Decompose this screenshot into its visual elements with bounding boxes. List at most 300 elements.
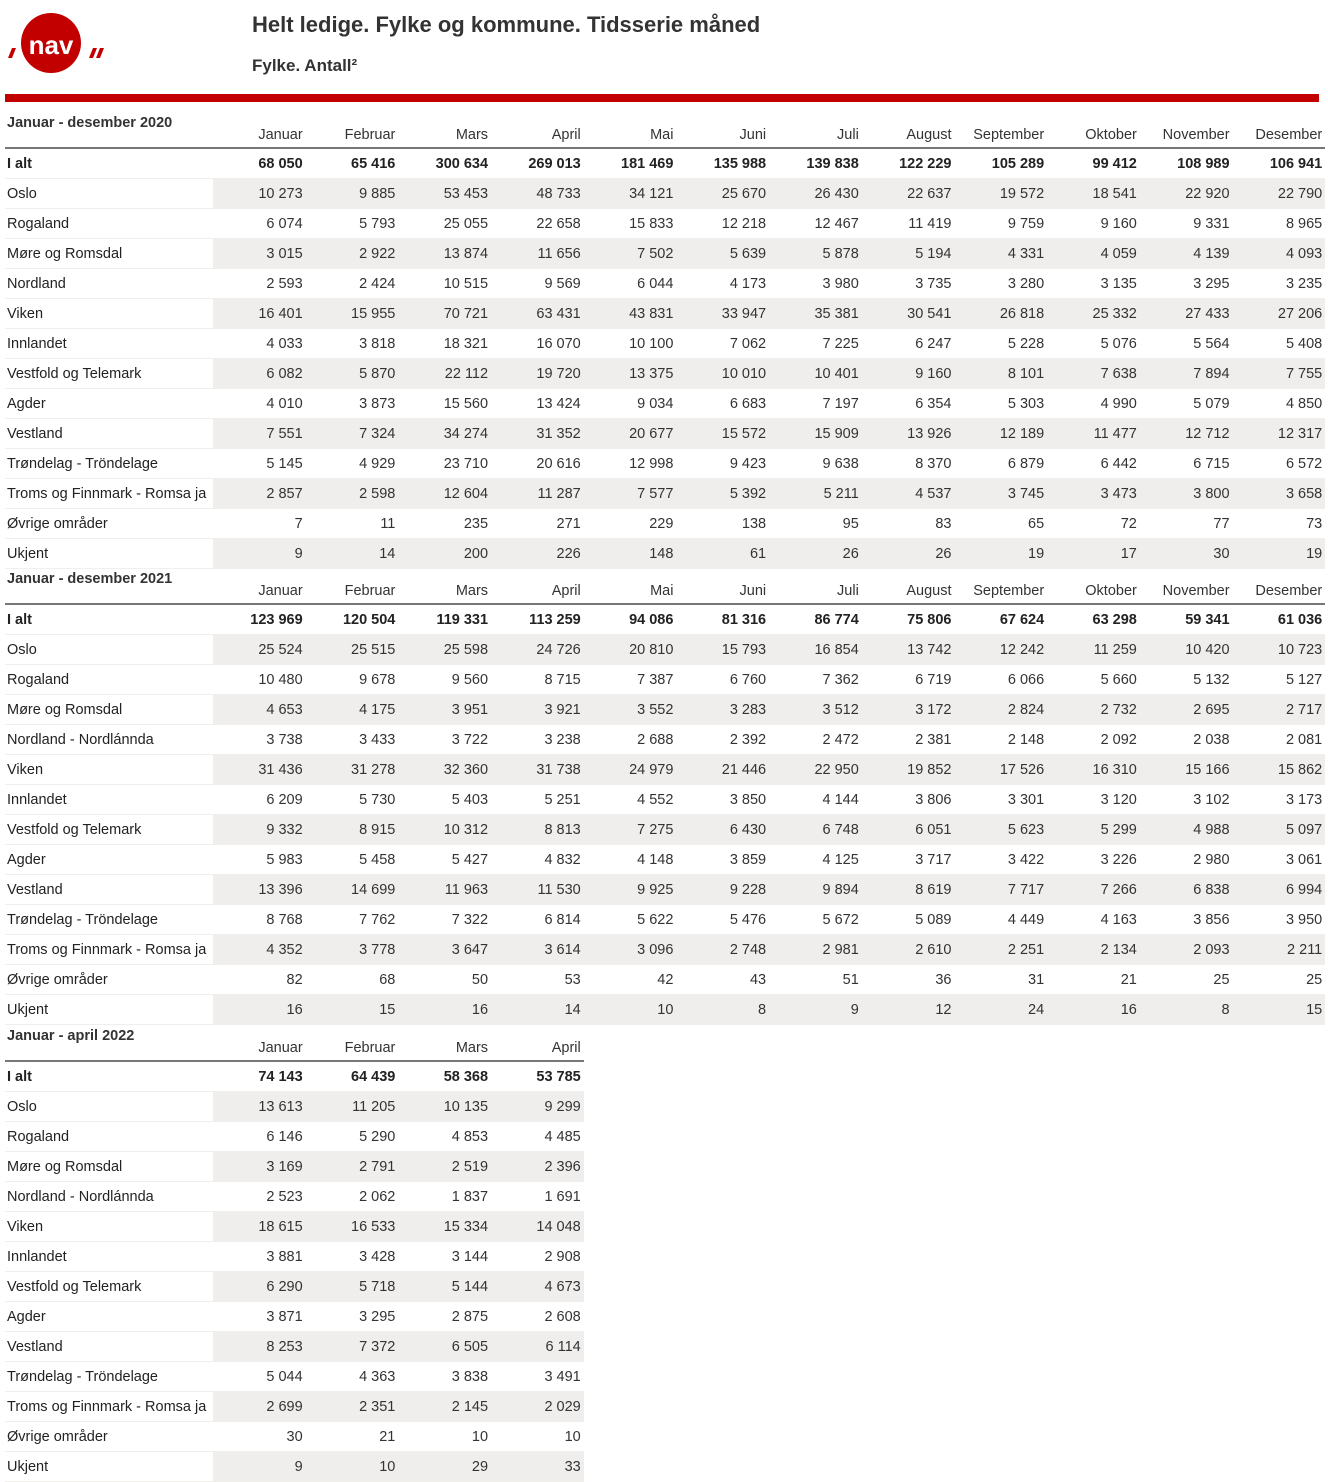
- value-cell: 31 278: [351, 761, 396, 778]
- value-cell: 68 050: [258, 155, 303, 172]
- value-cell: 5 097: [1285, 821, 1323, 838]
- value-cell: 5 290: [359, 1128, 396, 1145]
- value-cell: 9 569: [544, 275, 581, 292]
- value-cell: 7 762: [359, 911, 396, 928]
- value-cell: 2 523: [266, 1188, 303, 1205]
- row-label: Innlandet: [7, 335, 67, 352]
- table-row: [5, 449, 1325, 479]
- table-row: [5, 965, 1325, 995]
- table-row: [5, 479, 1325, 509]
- value-cell: 6 247: [915, 335, 952, 352]
- row-label: Viken: [7, 761, 44, 778]
- value-cell: 1 691: [544, 1188, 581, 1205]
- column-header: Januar: [258, 127, 303, 143]
- value-cell: 31 352: [536, 425, 581, 442]
- row-label: Ukjent: [7, 1458, 49, 1475]
- value-cell: 300 634: [435, 155, 489, 172]
- column-header: August: [906, 583, 952, 599]
- value-cell: 4 990: [1100, 395, 1137, 412]
- value-cell: 59 341: [1185, 611, 1230, 628]
- table-row: [5, 359, 1325, 389]
- value-cell: 113 259: [529, 611, 581, 628]
- value-cell: 68: [379, 971, 396, 988]
- value-cell: 2 980: [1193, 851, 1230, 868]
- value-cell: 6 430: [729, 821, 767, 838]
- table-row: [5, 419, 1325, 449]
- value-cell: 5 476: [729, 911, 767, 928]
- value-cell: 139 838: [806, 155, 859, 172]
- section-title: Januar - desember 2021: [7, 571, 173, 587]
- value-cell: 119 331: [436, 611, 489, 628]
- value-cell: 63 431: [536, 305, 581, 322]
- value-cell: 33 947: [721, 305, 767, 322]
- value-cell: 2 699: [266, 1398, 303, 1415]
- value-cell: 3 102: [1193, 791, 1230, 808]
- value-cell: 4 363: [359, 1368, 396, 1385]
- value-cell: 2 134: [1100, 941, 1137, 958]
- value-cell: 6 114: [545, 1338, 581, 1355]
- value-cell: 2 922: [359, 245, 396, 262]
- value-cell: 5 639: [729, 245, 767, 262]
- table-row: [5, 1332, 584, 1362]
- value-cell: 4 449: [1007, 911, 1045, 928]
- table-row: [5, 1152, 584, 1182]
- value-cell: 7 577: [637, 485, 674, 502]
- value-cell: 3 745: [1007, 485, 1045, 502]
- value-cell: 31 436: [258, 761, 303, 778]
- value-cell: 24: [1028, 1001, 1045, 1018]
- value-cell: 15 166: [1185, 761, 1230, 778]
- table-row: [5, 389, 1325, 419]
- column-header: Juni: [739, 583, 767, 599]
- value-cell: 58 368: [443, 1068, 489, 1085]
- column-header: Mars: [455, 583, 489, 599]
- value-cell: 43 831: [629, 305, 674, 322]
- row-label: Agder: [7, 395, 46, 412]
- value-cell: 2 598: [359, 485, 396, 502]
- value-cell: 16 401: [258, 305, 303, 322]
- value-cell: 24 726: [536, 641, 581, 658]
- value-cell: 2 875: [451, 1308, 489, 1325]
- value-cell: 7 502: [637, 245, 674, 262]
- table-row: [5, 329, 1325, 359]
- value-cell: 15 334: [443, 1218, 489, 1235]
- value-cell: 15 862: [1277, 761, 1323, 778]
- value-cell: 7 755: [1285, 365, 1323, 382]
- table-section: [5, 113, 1325, 569]
- value-cell: 3 614: [544, 941, 581, 958]
- column-header: Oktober: [1085, 127, 1137, 143]
- value-cell: 2 081: [1285, 731, 1323, 748]
- value-cell: 2 381: [915, 731, 952, 748]
- column-header: Juni: [739, 127, 767, 143]
- value-cell: 6 719: [915, 671, 952, 688]
- value-cell: 12: [935, 1001, 952, 1018]
- value-cell: 43: [749, 971, 767, 988]
- value-cell: 6 074: [266, 215, 303, 232]
- table-row: [5, 179, 1325, 209]
- value-cell: 23 710: [443, 455, 489, 472]
- value-cell: 94 086: [629, 611, 674, 628]
- value-cell: 9 331: [1193, 215, 1230, 232]
- value-cell: 8 715: [544, 671, 581, 688]
- table-row: [5, 755, 1325, 785]
- value-cell: 5 089: [915, 911, 952, 928]
- value-cell: 4 537: [915, 485, 952, 502]
- table-row: [5, 875, 1325, 905]
- value-cell: 16: [286, 1001, 303, 1018]
- value-cell: 12 317: [1277, 425, 1323, 442]
- table-header: [5, 1026, 584, 1062]
- value-cell: 31 738: [536, 761, 581, 778]
- value-cell: 53: [564, 971, 581, 988]
- value-cell: 5 793: [359, 215, 396, 232]
- value-cell: 34 274: [443, 425, 489, 442]
- value-cell: 61: [749, 545, 767, 562]
- value-cell: 19 852: [907, 761, 952, 778]
- value-cell: 6 814: [544, 911, 581, 928]
- value-cell: 5 983: [266, 851, 303, 868]
- total-row: [5, 149, 1325, 179]
- value-cell: 9 423: [729, 455, 767, 472]
- value-cell: 3 295: [1193, 275, 1230, 292]
- value-cell: 108 989: [1177, 155, 1230, 172]
- value-cell: 4 059: [1100, 245, 1137, 262]
- value-cell: 5 079: [1193, 395, 1230, 412]
- value-cell: 4 485: [544, 1128, 581, 1145]
- value-cell: 19: [1028, 545, 1045, 562]
- value-cell: 15: [1306, 1001, 1323, 1018]
- value-cell: 3 838: [451, 1368, 489, 1385]
- value-cell: 10: [471, 1428, 489, 1445]
- value-cell: 4 331: [1007, 245, 1045, 262]
- value-cell: 9 228: [729, 881, 767, 898]
- value-cell: 11 419: [908, 215, 952, 232]
- value-cell: 2 472: [822, 731, 859, 748]
- value-cell: 7 062: [729, 335, 767, 352]
- value-cell: 72: [1120, 515, 1137, 532]
- value-cell: 30: [286, 1428, 303, 1445]
- value-cell: 3 800: [1193, 485, 1230, 502]
- value-cell: 16 310: [1092, 761, 1137, 778]
- value-cell: 4 125: [822, 851, 859, 868]
- table-row: [5, 1422, 584, 1452]
- value-cell: 3 859: [729, 851, 767, 868]
- value-cell: 2 610: [915, 941, 952, 958]
- value-cell: 9 925: [637, 881, 674, 898]
- value-cell: 271: [556, 515, 581, 532]
- value-cell: 3 980: [822, 275, 859, 292]
- column-header: September: [973, 127, 1045, 143]
- value-cell: 53 785: [536, 1068, 581, 1085]
- value-cell: 3 283: [729, 701, 767, 718]
- value-cell: 6 044: [637, 275, 674, 292]
- value-cell: 10 723: [1277, 641, 1323, 658]
- value-cell: 5 623: [1007, 821, 1045, 838]
- value-cell: 81 316: [721, 611, 767, 628]
- value-cell: 26 430: [814, 185, 859, 202]
- column-header: Februar: [344, 127, 396, 143]
- value-cell: 13 396: [258, 881, 303, 898]
- column-header: Mai: [650, 127, 674, 143]
- value-cell: 4 673: [544, 1278, 581, 1295]
- value-cell: 12 712: [1185, 425, 1230, 442]
- value-cell: 13 874: [443, 245, 489, 262]
- header-rule: [5, 147, 1325, 149]
- value-cell: 6 683: [729, 395, 767, 412]
- column-header: Februar: [344, 1040, 396, 1056]
- value-cell: 6 572: [1285, 455, 1323, 472]
- column-header: Juli: [837, 583, 859, 599]
- value-cell: 122 229: [899, 155, 952, 172]
- header-divider: [5, 94, 1319, 102]
- row-label: Troms og Finnmark - Romsa ja: [7, 1398, 207, 1415]
- value-cell: 3 738: [266, 731, 303, 748]
- value-cell: 10 312: [443, 821, 489, 838]
- value-cell: 9: [294, 1458, 303, 1475]
- value-cell: 22 658: [536, 215, 581, 232]
- value-cell: 32 360: [443, 761, 489, 778]
- value-cell: 8: [1221, 1001, 1230, 1018]
- row-label: I alt: [7, 611, 32, 628]
- value-cell: 10 401: [814, 365, 859, 382]
- value-cell: 6 354: [915, 395, 952, 412]
- row-label: I alt: [7, 155, 32, 172]
- value-cell: 16 854: [814, 641, 859, 658]
- value-cell: 181 469: [621, 155, 674, 172]
- row-label: Oslo: [7, 641, 37, 658]
- row-label: Vestfold og Telemark: [7, 821, 142, 838]
- value-cell: 3 647: [451, 941, 489, 958]
- value-cell: 7 322: [451, 911, 489, 928]
- value-cell: 5 564: [1193, 335, 1230, 352]
- value-cell: 120 504: [342, 611, 396, 628]
- value-cell: 77: [1213, 515, 1230, 532]
- column-header: Februar: [344, 583, 396, 599]
- value-cell: 18 321: [443, 335, 489, 352]
- value-cell: 6 209: [266, 791, 303, 808]
- value-cell: 5 303: [1007, 395, 1045, 412]
- value-cell: 14 699: [351, 881, 396, 898]
- value-cell: 75 806: [907, 611, 952, 628]
- value-cell: 11 287: [537, 485, 581, 502]
- value-cell: 3 881: [266, 1248, 303, 1265]
- value-cell: 12 998: [629, 455, 674, 472]
- value-cell: 3 235: [1285, 275, 1323, 292]
- value-cell: 2 148: [1007, 731, 1045, 748]
- value-cell: 4 850: [1285, 395, 1323, 412]
- value-cell: 235: [463, 515, 489, 532]
- value-cell: 22 112: [444, 365, 489, 382]
- value-cell: 61 036: [1277, 611, 1323, 628]
- value-cell: 148: [649, 545, 674, 562]
- value-cell: 2 062: [359, 1188, 396, 1205]
- value-cell: 4 144: [822, 791, 859, 808]
- report-subtitle: Fylke. Antall²: [252, 56, 358, 75]
- value-cell: 7 372: [359, 1338, 396, 1355]
- value-cell: 8 619: [915, 881, 952, 898]
- value-cell: 6 066: [1007, 671, 1045, 688]
- value-cell: 15 955: [351, 305, 396, 322]
- value-cell: 17: [1120, 545, 1137, 562]
- table-row: [5, 1362, 584, 1392]
- value-cell: 9 160: [1100, 215, 1137, 232]
- value-cell: 2 593: [266, 275, 303, 292]
- value-cell: 11 656: [537, 245, 581, 262]
- row-label: Troms og Finnmark - Romsa ja: [7, 941, 207, 958]
- total-row: [5, 1062, 584, 1092]
- value-cell: 7 638: [1100, 365, 1137, 382]
- value-cell: 138: [741, 515, 767, 532]
- value-cell: 2 608: [544, 1308, 581, 1325]
- value-cell: 4 033: [266, 335, 303, 352]
- value-cell: 25 055: [443, 215, 489, 232]
- value-cell: 226: [556, 545, 581, 562]
- column-header: August: [906, 127, 952, 143]
- value-cell: 15 833: [629, 215, 674, 232]
- value-cell: 5 660: [1100, 671, 1137, 688]
- value-cell: 11 259: [1093, 641, 1137, 658]
- value-cell: 16 070: [536, 335, 581, 352]
- column-header: September: [973, 583, 1045, 599]
- table-row: [5, 1302, 584, 1332]
- value-cell: 3 778: [359, 941, 396, 958]
- row-label: Agder: [7, 851, 46, 868]
- value-cell: 3 473: [1100, 485, 1137, 502]
- value-cell: 8 813: [544, 821, 581, 838]
- value-cell: 4 352: [266, 941, 303, 958]
- value-cell: 12 189: [999, 425, 1045, 442]
- value-cell: 86 774: [814, 611, 859, 628]
- value-cell: 3 921: [544, 701, 581, 718]
- value-cell: 4 010: [266, 395, 303, 412]
- value-cell: 11 205: [352, 1098, 396, 1115]
- column-header: Juli: [837, 127, 859, 143]
- value-cell: 3 226: [1100, 851, 1137, 868]
- table-row: [5, 935, 1325, 965]
- value-cell: 2 791: [359, 1158, 396, 1175]
- value-cell: 7 266: [1100, 881, 1137, 898]
- value-cell: 9 299: [544, 1098, 581, 1115]
- value-cell: 5 145: [266, 455, 303, 472]
- value-cell: 33: [564, 1458, 581, 1475]
- row-label: Øvrige områder: [7, 515, 108, 532]
- value-cell: 30 541: [907, 305, 952, 322]
- value-cell: 3 552: [637, 701, 674, 718]
- value-cell: 2 392: [729, 731, 767, 748]
- value-cell: 3 735: [915, 275, 952, 292]
- value-cell: 10 420: [1185, 641, 1230, 658]
- value-cell: 11 530: [537, 881, 581, 898]
- value-cell: 13 926: [907, 425, 952, 442]
- row-label: Oslo: [7, 1098, 37, 1115]
- value-cell: 3 806: [915, 791, 952, 808]
- value-cell: 3 096: [637, 941, 674, 958]
- value-cell: 14: [564, 1001, 581, 1018]
- value-cell: 6 082: [266, 365, 303, 382]
- value-cell: 3 658: [1285, 485, 1323, 502]
- column-header: April: [551, 1040, 581, 1056]
- row-label: Oslo: [7, 185, 37, 202]
- value-cell: 200: [463, 545, 489, 562]
- value-cell: 2 093: [1193, 941, 1230, 958]
- value-cell: 83: [935, 515, 952, 532]
- value-cell: 22 637: [907, 185, 952, 202]
- value-cell: 8 101: [1007, 365, 1045, 382]
- value-cell: 3 950: [1285, 911, 1323, 928]
- value-cell: 51: [842, 971, 859, 988]
- value-cell: 2 396: [544, 1158, 581, 1175]
- table-row: [5, 1092, 584, 1122]
- value-cell: 2 145: [451, 1398, 489, 1415]
- value-cell: 25 598: [443, 641, 489, 658]
- value-cell: 13 375: [629, 365, 674, 382]
- value-cell: 7 225: [822, 335, 859, 352]
- column-header: Desember: [1255, 583, 1323, 599]
- value-cell: 67 624: [999, 611, 1045, 628]
- value-cell: 9 160: [915, 365, 952, 382]
- value-cell: 2 717: [1285, 701, 1323, 718]
- column-header: Oktober: [1085, 583, 1137, 599]
- table-row: [5, 269, 1325, 299]
- value-cell: 5 076: [1100, 335, 1137, 352]
- value-cell: 14: [379, 545, 396, 562]
- value-cell: 15: [379, 1001, 396, 1018]
- value-cell: 3 717: [915, 851, 952, 868]
- row-label: Troms og Finnmark - Romsa ja: [7, 485, 207, 502]
- value-cell: 11 963: [444, 881, 489, 898]
- value-cell: 2 732: [1100, 701, 1137, 718]
- value-cell: 82: [286, 971, 303, 988]
- value-cell: 4 653: [266, 701, 303, 718]
- table-row: [5, 995, 1325, 1025]
- value-cell: 25 524: [258, 641, 303, 658]
- column-header: Mai: [650, 583, 674, 599]
- value-cell: 22 790: [1277, 185, 1323, 202]
- value-cell: 4 093: [1285, 245, 1323, 262]
- table-row: [5, 725, 1325, 755]
- value-cell: 3 173: [1285, 791, 1323, 808]
- value-cell: 70 721: [443, 305, 489, 322]
- value-cell: 105 289: [991, 155, 1045, 172]
- value-cell: 3 295: [359, 1308, 396, 1325]
- value-cell: 29: [471, 1458, 489, 1475]
- table-row: [5, 1212, 584, 1242]
- value-cell: 10 515: [443, 275, 489, 292]
- row-label: Innlandet: [7, 1248, 67, 1265]
- value-cell: 5 622: [637, 911, 674, 928]
- value-cell: 21: [1120, 971, 1137, 988]
- value-cell: 5 870: [359, 365, 396, 382]
- value-cell: 3 301: [1007, 791, 1045, 808]
- value-cell: 3 120: [1100, 791, 1137, 808]
- value-cell: 5 251: [544, 791, 581, 808]
- row-label: Trøndelag - Tröndelage: [7, 911, 158, 928]
- value-cell: 3 238: [544, 731, 581, 748]
- value-cell: 31: [1028, 971, 1045, 988]
- value-cell: 8 253: [266, 1338, 303, 1355]
- value-cell: 3 169: [266, 1158, 303, 1175]
- svg-text:nav: nav: [28, 30, 74, 60]
- value-cell: 9: [850, 1001, 859, 1018]
- column-header: Mars: [455, 1040, 489, 1056]
- value-cell: 42: [657, 971, 674, 988]
- value-cell: 15 909: [814, 425, 859, 442]
- value-cell: 135 988: [713, 155, 767, 172]
- table-row: [5, 1452, 584, 1482]
- value-cell: 21: [379, 1428, 396, 1445]
- value-cell: 2 748: [729, 941, 767, 958]
